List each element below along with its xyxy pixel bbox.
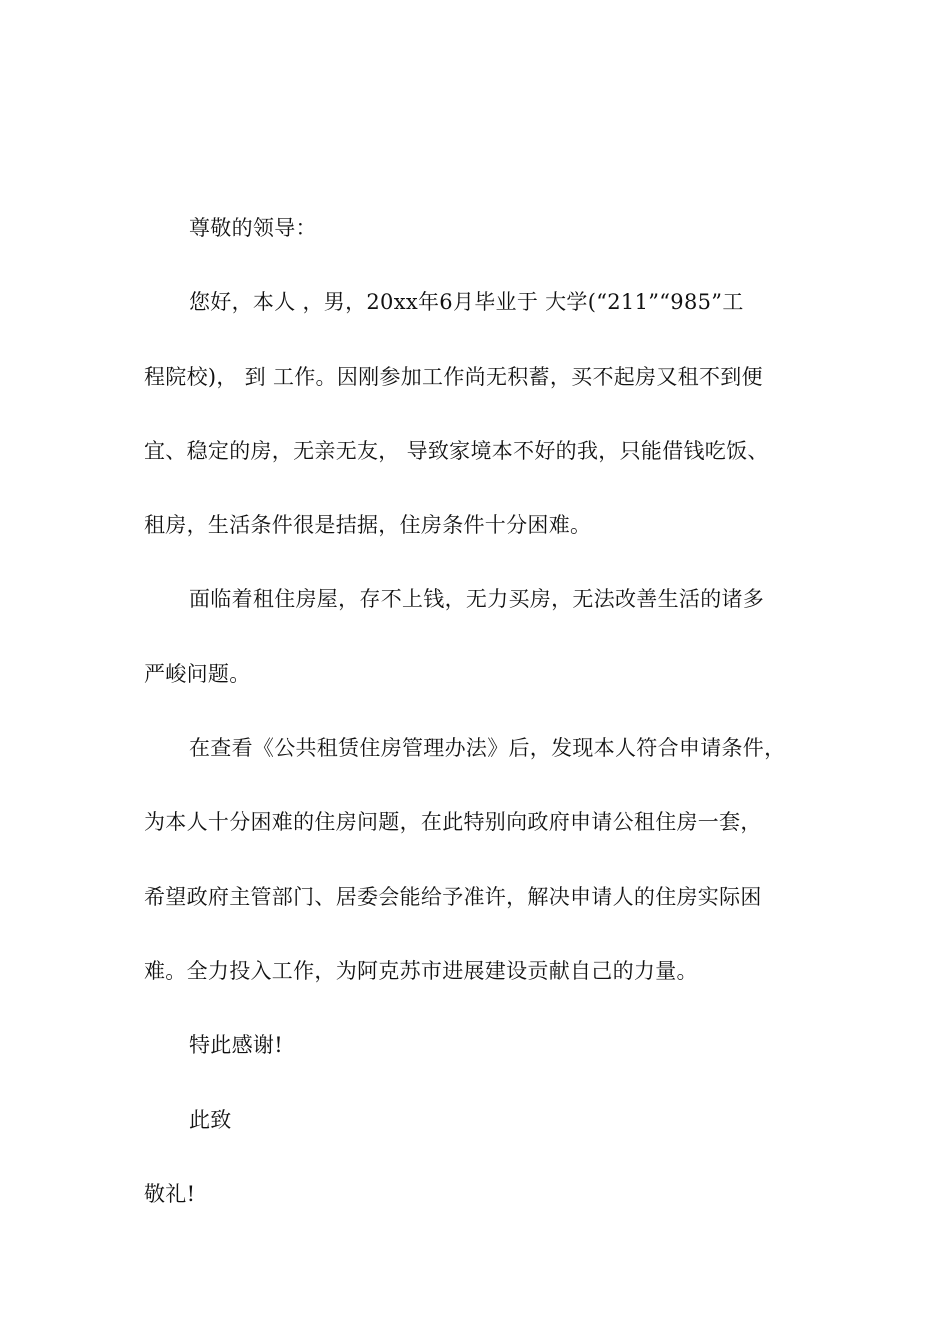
closing-line-1: 此致 [189, 1108, 232, 1132]
paragraph-1-line-2: 程院校)， 到 工作。因刚参加工作尚无积蓄，买不起房又租不到便 [144, 365, 763, 389]
paragraph-1-line-4: 租房，生活条件很是拮据，住房条件十分困难。 [144, 513, 592, 537]
paragraph-3-line-3: 希望政府主管部门、居委会能给予准许，解决申请人的住房实际困 [144, 885, 762, 909]
closing-line-2: 敬礼! [144, 1182, 196, 1206]
salutation: 尊敬的领导： [189, 216, 317, 240]
paragraph-2-line-1: 面临着租住房屋，存不上钱，无力买房，无法改善生活的诸多 [189, 587, 765, 611]
paragraph-3-line-2: 为本人十分困难的住房问题，在此特别向政府申请公租住房一套， [144, 810, 762, 834]
paragraph-1-line-1: 您好，本人 ，男，20xx年6月毕业于 大学(“211”“985”工 [189, 290, 744, 314]
paragraph-1-line-3: 宜、稳定的房，无亲无友， 导致家境本不好的我，只能借钱吃饭、 [144, 439, 769, 463]
thanks-line: 特此感谢! [189, 1033, 283, 1057]
paragraph-2-line-2: 严峻问题。 [144, 662, 251, 686]
paragraph-3-line-1: 在查看《公共租赁住房管理办法》后，发现本人符合申请条件， [189, 736, 786, 760]
paragraph-3-line-4: 难。全力投入工作，为阿克苏市进展建设贡献自己的力量。 [144, 959, 698, 983]
